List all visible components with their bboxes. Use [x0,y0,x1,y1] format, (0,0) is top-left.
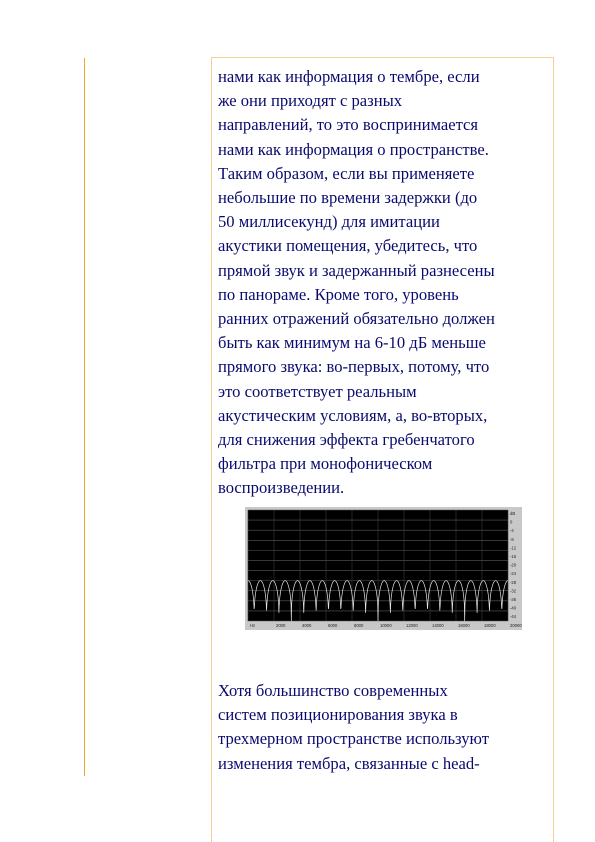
x-tick-label: 10000 [380,623,392,628]
text-line: фильтра при монофоническом [218,454,433,474]
x-tick-label: 8000 [354,623,364,628]
x-tick-label: 2000 [276,623,286,628]
text-line: трехмерном пространстве используют [218,729,489,749]
text-line: прямой звук и задержанный разнесены [218,260,495,280]
text-line: по панораме. Кроме того, уровень [218,284,459,304]
y-tick-label: 0 [510,519,513,525]
text-line: 50 миллисекунд) для имитации [218,212,440,232]
x-tick-label: 14000 [432,623,444,628]
x-tick-label: 18000 [484,623,496,628]
y-tick-label: -40 [510,605,517,611]
x-tick-label: 16000 [458,623,470,628]
paragraph-2 [218,679,489,776]
x-tick-label: 6000 [328,623,338,628]
margin-rule [84,58,85,776]
y-tick-label: -32 [510,588,517,594]
text-line: это соответствует реальным [218,381,417,401]
x-tick-label: 12000 [406,623,418,628]
y-tick-label: -4 [510,528,514,534]
y-tick-label: -44 [510,614,517,620]
y-tick-label: -36 [510,597,517,602]
text-line: нами как информация о пространстве. [218,139,489,159]
text-line: для снижения эффекта гребенчатого [218,430,475,450]
y-tick-label: -8 [510,536,514,542]
text-line: Таким образом, если вы применяете [218,163,475,183]
text-line: быть как минимум на 6-10 дБ меньше [218,333,486,353]
text-line: Хотя большинство современных [218,681,448,700]
text-line: направлений, то это воспринимается [218,115,479,135]
text-line: акустики помещения, убедитесь, что [218,236,478,256]
text-line: акустическим условиям, а, во-вторых, [218,405,488,425]
comb-filter-figure [245,507,522,630]
text-line: нами как информация о тембре, если [218,67,480,86]
text-line: ранних отражений обязательно должен [218,309,495,329]
y-tick-label: dB [510,511,516,516]
text-line: изменения тембра, связанные с head- [218,753,480,773]
paragraph-1 [218,65,495,501]
x-tick-label: Hz [250,623,256,628]
x-tick-label: 4000 [302,623,312,628]
text-line: систем позиционирования звука в [218,705,458,725]
text-line: прямого звука: во-первых, потому, что [218,357,490,377]
y-tick-label: -16 [510,554,517,559]
text-line: небольшие по времени задержки (до [218,188,478,208]
y-tick-label: -24 [510,571,517,577]
y-tick-label: -20 [510,562,517,568]
x-tick-label: 20000 [510,623,522,628]
frequency-response-plot [245,507,522,630]
y-tick-label: -12 [510,545,517,551]
y-tick-label: -28 [510,579,517,585]
text-line: же они приходят с разных [218,91,403,111]
text-line: воспроизведении. [218,478,345,498]
